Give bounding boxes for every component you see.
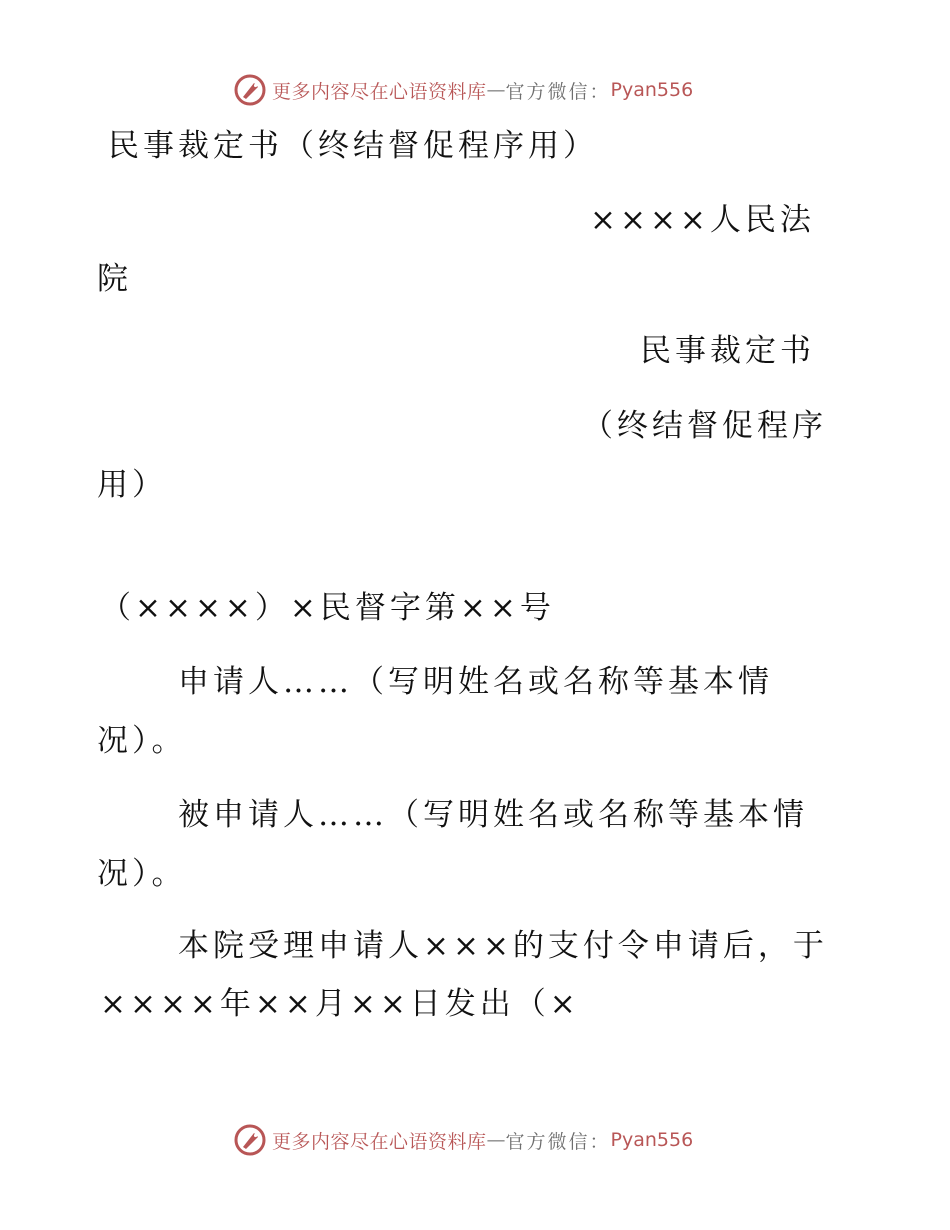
document-subtitle-line-2: 用）	[97, 467, 167, 503]
court-name-line-1: ××××人民法	[590, 202, 815, 238]
pen-nib-logo-icon	[234, 1124, 266, 1156]
watermark-separator: —	[486, 79, 506, 101]
document-subtitle-line-1: （终结督促程序	[582, 408, 827, 444]
respondent-line-2: 况）。	[97, 856, 187, 892]
respondent-line-1: 被申请人……（写明姓名或名称等基本情	[178, 797, 808, 833]
case-number: （××××）×民督字第××号	[100, 590, 555, 626]
watermark-wechat-id: Pyan556	[610, 79, 694, 101]
watermark-footer	[234, 1122, 693, 1158]
document-title: 民事裁定书	[640, 333, 815, 369]
watermark-header	[234, 72, 693, 108]
document-heading: 民事裁定书（终结督促程序用）	[108, 128, 598, 164]
body-paragraph-line-2: ××××年××月××日发出（×	[100, 986, 580, 1022]
watermark-separator: —	[486, 1129, 506, 1151]
watermark-wechat-label: 官方微信：	[505, 80, 611, 103]
applicant-line-2: 况）。	[97, 723, 187, 759]
applicant-line-1: 申请人……（写明姓名或名称等基本情	[178, 664, 773, 700]
watermark-text: 更多内容尽在心语资料库	[272, 80, 487, 103]
watermark-wechat-label: 官方微信：	[505, 1130, 611, 1153]
watermark-text: 更多内容尽在心语资料库	[272, 1130, 487, 1153]
body-paragraph-line-1: 本院受理申请人×××的支付令申请后，于	[178, 928, 828, 964]
watermark-wechat-id: Pyan556	[610, 1129, 694, 1151]
court-name-line-2: 院	[97, 261, 132, 297]
pen-nib-logo-icon	[234, 74, 266, 106]
